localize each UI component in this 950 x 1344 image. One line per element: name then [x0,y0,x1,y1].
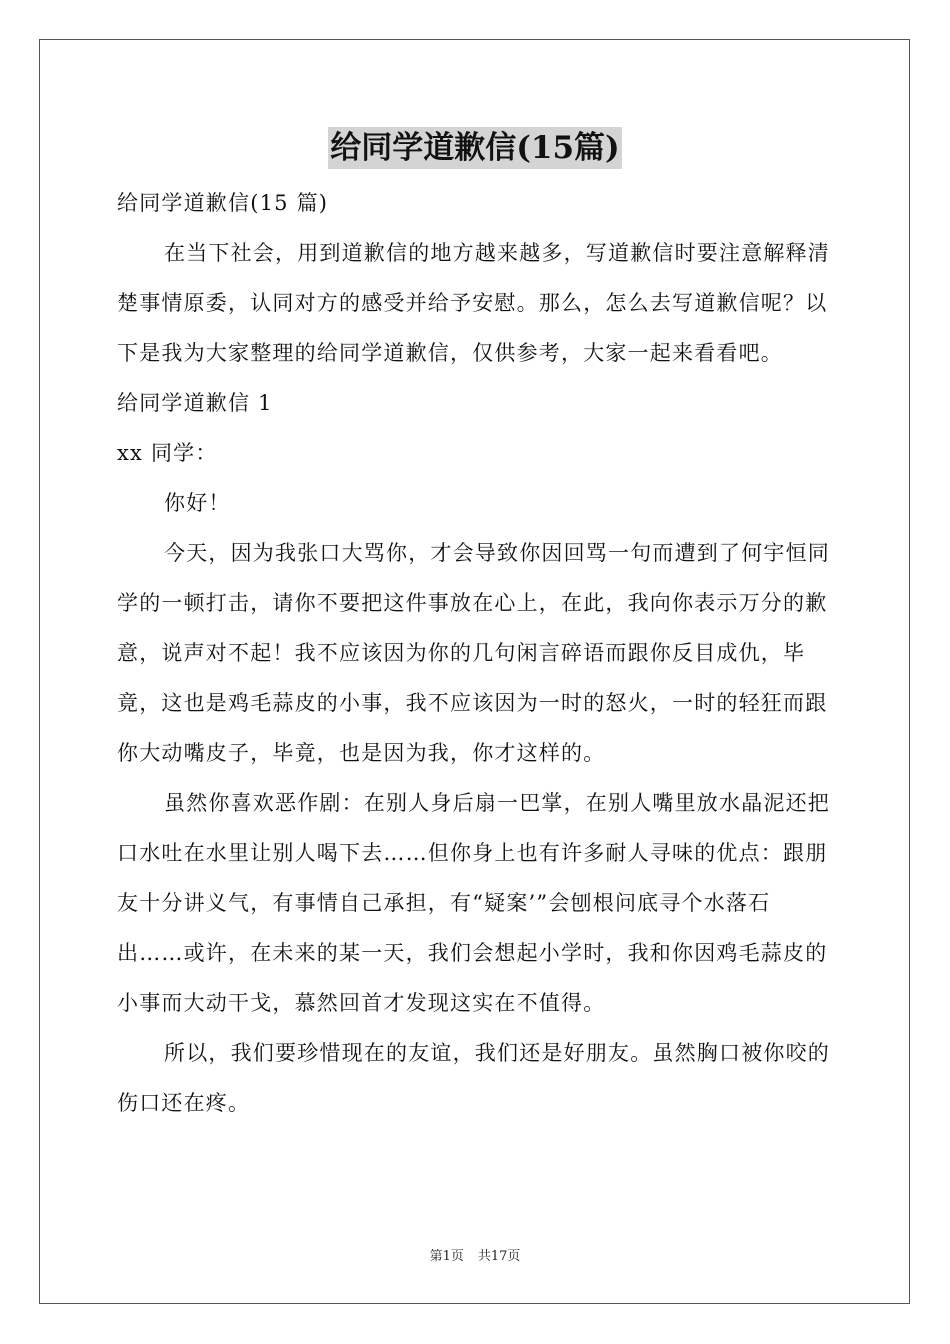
document-subtitle: 给同学道歉信(15 篇) [117,191,329,215]
letter-paragraph: 所以，我们要珍惜现在的友谊，我们还是好朋友。虽然胸口被你咬的伤口还在疼。 [117,1041,830,1115]
page-footer [0,1247,950,1267]
page-total: 共17页 [477,1249,521,1264]
letter-salutation: xx 同学： [117,441,218,465]
intro-paragraph: 在当下社会，用到道歉信的地方越来越多，写道歉信时要注意解释清楚事情原委，认同对方的感受并给予安慰。那么，怎么去写道歉信呢？以下是我为大家整理的给同学道歉信，仅供参考，大家一起来看看吧。 [117,241,830,365]
page-number: 第1页 [429,1249,464,1264]
letter-paragraph: 今天，因为我张口大骂你，才会导致你因回骂一句而遭到了何宇恒同学的一顿打击，请你不要把这件事放在心上，在此，我向你表示万分的歉意，说声对不起！我不应该因为你的几句闲言碎语而跟你反目成仇，毕竟，这也是鸡毛蒜皮的小事，我不应该因为一时的怒火，一时的轻狂而跟你大动嘴皮子，毕竟，也是因为我，你才这样的。 [117,541,830,765]
title-container [0,127,950,169]
letter-greeting: 你好！ [164,491,231,515]
document-body [117,178,833,1128]
letter-heading: 给同学道歉信 1 [117,391,273,415]
letter-paragraph: 虽然你喜欢恶作剧：在别人身后扇一巴掌，在别人嘴里放水晶泥还把口水吐在水里让别人喝下去……但你身上也有许多耐人寻味的优点：跟朋友十分讲义气，有事情自己承担，有“疑案’”会刨根问底寻个水落石出……或许，在未来的某一天，我们会想起小学时，我和你因鸡毛蒜皮的小事而大动干戈，慕然回首才发现这实在不值得。 [117,791,830,1015]
document-title: 给同学道歉信(15篇) [328,127,621,169]
